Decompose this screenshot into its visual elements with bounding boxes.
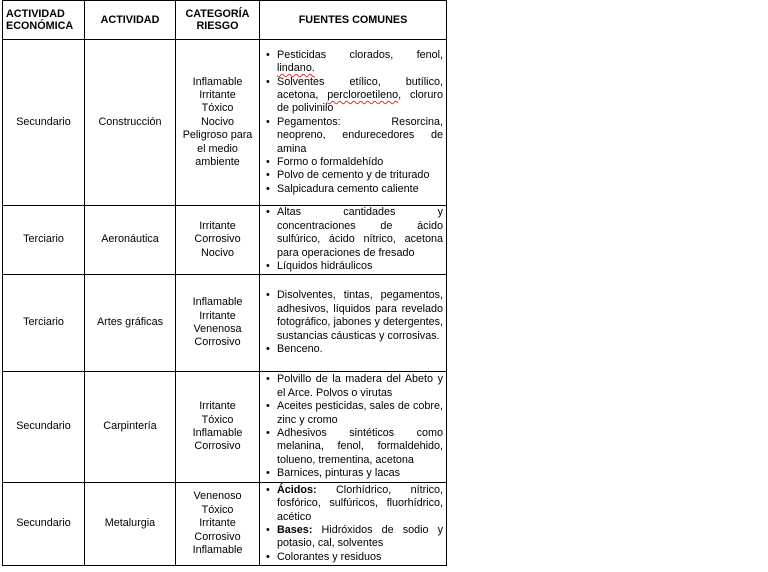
source-label: Ácidos: [277, 483, 317, 496]
sources-cell [260, 275, 447, 372]
sources-list [263, 289, 443, 356]
risk-item: Irritante [199, 219, 236, 232]
flagged-word: percloroetileno [327, 88, 399, 101]
list-item: • Formo o formaldehído [277, 156, 443, 169]
list-item: • Barnices, pinturas y lacas [277, 467, 443, 480]
sector-cell: Terciario [3, 206, 85, 275]
list-item: • Salpicadura cemento caliente [277, 183, 443, 196]
list-item: • Pesticidas clorados, fenol, lindano. [277, 49, 443, 76]
risk-item: Irritante [199, 400, 236, 413]
activity-cell: Carpintería [85, 372, 176, 483]
sector-cell: Secundario [3, 372, 85, 483]
sector-cell: Secundario [3, 40, 85, 206]
risk-cell [176, 40, 260, 206]
table-row [3, 206, 447, 275]
risk-item: Irritante [199, 88, 236, 101]
sources-cell [260, 483, 447, 566]
risk-cell [176, 206, 260, 275]
header-activity: ACTIVIDAD [85, 1, 176, 40]
list-item: • Colorantes y residuos [277, 551, 443, 564]
risk-item: Nocivo [200, 115, 234, 128]
risk-item: Corrosivo [194, 530, 241, 543]
list-item: • Pegamentos: Resorcina, neopreno, endurecedores de amina [277, 116, 443, 156]
table-row [3, 275, 447, 372]
sector-cell: Secundario [3, 483, 85, 566]
list-item: • Altas cantidades y concentraciones de ácido sulfúrico, ácido nítrico, acetona para operaciones de fresado [277, 206, 443, 260]
risk-item: Inflamable [192, 544, 243, 557]
risk-item: Tóxico [201, 413, 234, 426]
risk-cell [176, 372, 260, 483]
risk-item: Corrosivo [194, 336, 241, 349]
activity-cell: Artes gráficas [85, 275, 176, 372]
table-row [3, 483, 447, 566]
list-item: • Aceites pesticidas, sales de cobre, zinc y cromo [277, 400, 443, 427]
list-item: • Ácidos: Clorhídrico, nítrico, fosfórico, sulfúricos, fluorhídrico, acético [277, 484, 443, 524]
risk-item: Tóxico [201, 102, 234, 115]
hazard-sources-table [2, 0, 447, 566]
risk-item: Corrosivo [194, 440, 241, 453]
header-row [3, 1, 447, 40]
sources-list [263, 373, 443, 480]
sources-cell [260, 372, 447, 483]
activity-cell: Construcción [85, 40, 176, 206]
risk-item: Irritante [199, 517, 236, 530]
risk-item: Tóxico [201, 503, 234, 516]
sources-list [263, 484, 443, 564]
list-item: • Benceno. [277, 343, 443, 356]
source-label: Bases: [277, 524, 313, 536]
header-common-sources: FUENTES COMUNES [260, 1, 447, 40]
header-economic-activity: ACTIVIDAD ECONÓMICA [3, 1, 85, 40]
header-risk-category: CATEGORÍA RIESGO [176, 1, 260, 40]
risk-item: Venenosa [193, 323, 242, 335]
list-item: • Bases: Hidróxidos de sodio y potasio, cal, solventes [277, 524, 443, 551]
risk-item: Inflamable [192, 296, 243, 309]
risk-item: Inflamable [192, 75, 243, 88]
list-item: • Solventes etílico, butílico, acetona, percloroetileno, cloruro de polivinilo [277, 76, 443, 116]
risk-item: Nocivo [200, 246, 234, 259]
list-item: • Polvo de cemento y de triturado [277, 169, 443, 182]
list-item: • Líquidos hidráulicos [277, 260, 443, 273]
sources-cell [260, 206, 447, 275]
sources-cell [260, 40, 447, 206]
risk-item: Irritante [199, 309, 236, 322]
risk-item: Venenoso [193, 490, 242, 503]
list-item: • Disolventes, tintas, pegamentos, adhesivos, líquidos para revelado fotográfico, jabones y detergentes, sustancias cáusticas y corrosivas. [277, 289, 443, 343]
flagged-word: lindano. [277, 62, 315, 75]
sources-list [263, 49, 443, 196]
sources-list [263, 206, 443, 273]
activity-cell: Aeronáutica [85, 206, 176, 275]
risk-cell [176, 483, 260, 566]
activity-cell: Metalurgia [85, 483, 176, 566]
table-row [3, 40, 447, 206]
risk-item: Corrosivo [194, 233, 241, 246]
table-row [3, 372, 447, 483]
risk-cell [176, 275, 260, 372]
sector-cell: Terciario [3, 275, 85, 372]
risk-item: Inflamable [192, 427, 243, 439]
risk-item: Peligroso para el medio ambiente [182, 129, 253, 169]
list-item: • Polvillo de la madera del Abeto y el Arce. Polvos o virutas [277, 373, 443, 400]
list-item: • Adhesivos sintéticos como melanina, fenol, formaldehido, tolueno, trementina, acetona [277, 427, 443, 467]
